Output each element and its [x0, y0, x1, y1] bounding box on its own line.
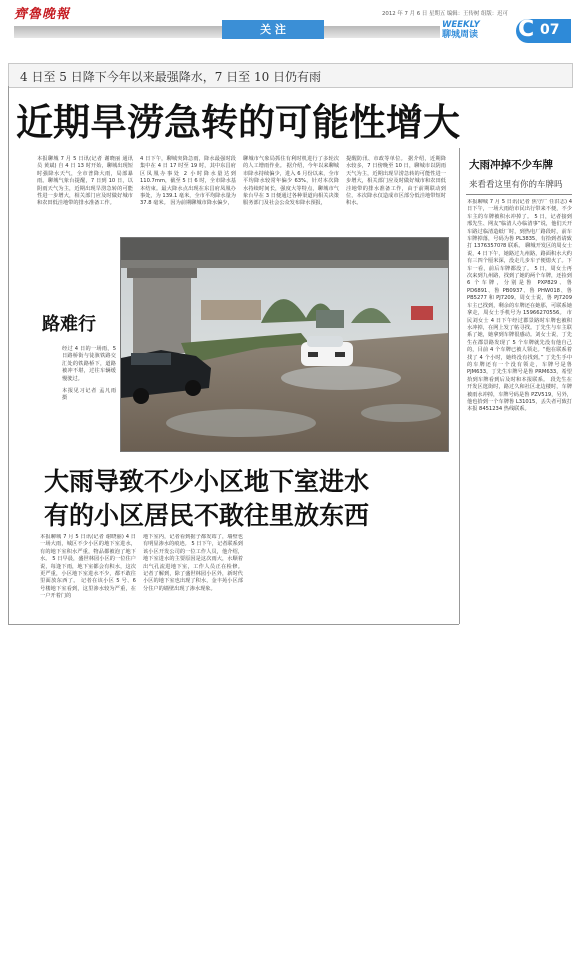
lead-kicker: 4 日至 5 日降下今年以来最强降水，7 日至 10 日仍有雨: [20, 70, 322, 84]
lead-headline: 近期旱涝急转的可能性增大: [16, 101, 460, 144]
lead-body-col1: 本报聊城 7 月 5 日讯(记者 谢晓丽 通讯员 黄斌) 自 4 日 13 时开始，聊城出现短时强降水天气，全市普降大雨，局部暴雨。聊城气象台提醒，7 日到 10 日，以阴雨天气为主，近期出现旱涝急转的可能性进一步增大，相关部门应及时做好城市和农田低洼地带的排水准备工作。: [37, 156, 133, 207]
lead-body-col2: 4 日下午，聊城突降急雨，降水最强时段集中在 4 日 17 时至 19 时，其中东昌府区凤凰办事处 2 小时降水量达到 110.7mm，截至 5 日 6 时，全市降水基本结束。最大降水点出现在东昌府凤凰办事处，为 139.1 毫米，全市平均降水量为 37.8 毫米。 因为前期聊城市降水偏少，: [140, 156, 236, 207]
weekly-block: [442, 21, 514, 41]
page-number: 07: [540, 22, 560, 38]
photo-caption-title: 路难行: [42, 314, 96, 335]
lead-body-col4: 提醒防汛、市政等单位。 据介绍，近期降水较多，7 日傍晚至 10 日，聊城市以阴雨天气为主，近期出现旱涝急转的可能性进一步增大，相关部门应及时做好城市和农田低洼地带的排水准备工作，由于前期联动到位，本次降水仅造成市区部分低洼地带短时积水。: [346, 156, 446, 207]
sidebar-text: 本报聊城 7 月 5 日讯(记者 焦守广 任洪志) 4 日下午，一场大雨给市民出行带来不便，不少车主的车牌被积水冲掉了。 5 日，记者接到邢先生、网友“临清人办临清事”说，他们天开车路过临清造纸厂时，到热电厂路段时，前车车牌掉落，号码为鲁 PL3835，有拾到者请致打 13763570?8 联系。 聊城开发区的周女士说，4 日下午，她路过九州路，路面积水大约有三四个厘米深，没走几步车子便熄火了。下车一看，前后车牌都没了。 5 日，周女士再次来到九州路，找到了她的两个车牌，还捡到 6 个车牌，分别是鲁 PXP829、鲁 PD6891、鲁 PB0937、鲁 PHW018、鲁 PB5277 和 PJ7209。周女士说，鲁 PJ7209 车主已找到，剩余的车牌还在她那，可联系她拿走，周女士手机号为 15966270556。 市民刘女士 4 日下午经过郡景路时车牌也被积水冲掉，在网上发了帖寻找。丁先生与车主联系了她，她拿到车牌很感动。刘女士说，丁先生在郡景路发现了 5 个车牌就先没有他自己的，目前 4 个车牌已被人领走。“他在联系着找了 4 个小时，她终没有找到。” 丁先生手中的车牌还有一个没有领走，车牌号是鲁 PJM633，丁先生车牌号是鲁 PRM633，希望拾到车牌看到后及时和本报联系。 段先生在开发区逛街时，路过久和社区北边楼时，车牌被雨水冲掉，车牌号码是鲁 PZV519，另外，他也拾到一个车牌鲁 L31015，丢失者可致打本报 8451234 热线联系。: [467, 199, 572, 413]
second-body-col1: 本报聊城 7 月 5 日讯(记者 谢晓丽) 4 日一场大雨，城区不少小区的地下室进水，有的地下室积水严重，物品都被泡了地下水。 5 日早晨，盛世林园小区的一位住户说，每逢下雨，地下室都会有积水，这次更严重，小区地下室进水不少，都不敢往里面放东西了。 记者在该小区 5 号、6 号楼地下室看到，这里渗水较为严重，在一户开着门的: [40, 534, 136, 600]
photo-caption-text: 经过 4 日的一场雨，5 日路桥街与徒骇铁路交汇处的铁路桥下，道路被冲不堪，过往车辆缓慢驶过。: [62, 346, 116, 382]
frame-right: [459, 148, 460, 624]
second-body-col2: 地下室内，记者看到据子都发霉了，墙壁也有明显渗水的痕迹。 5 日下午，记者联系到该小区开发公司的一位工作人员，他介绍，地下室进水的主要原因是这次雨大，水顺着出气孔流进地下室，工作人员正在检修。 记者了解到，除了盛世林园小区外，新时代小区的地下室也出现了积水，金丰苑小区部分住户的墙壁出现了渗水现象。: [143, 534, 243, 592]
weekly-cn: 聊城周读: [442, 30, 479, 40]
lead-body-col3: 聊城市气象局抓住有利时机进行了多轮次的人工增雨作业。 据介绍，今年以来聊城市降水持续偏少，进入 6 月份以来，全市平均降水较常年偏少 63%，针对本次降水持续时间长，强度大等特点，聊城市气象台早在 3 日便通过各种渠道向相关决策服务部门及社会公众发布降水预报，: [243, 156, 339, 207]
sidebar-subtitle: 来看看这里有你的车牌吗: [469, 180, 563, 190]
weekly-en: WEEKLY: [442, 20, 480, 30]
section-label-text: 关 注: [260, 23, 286, 36]
masthead-logo: 齊魯晚報: [14, 7, 71, 22]
page-letter: C: [518, 17, 535, 42]
section-label: [222, 20, 324, 39]
flooded-road-photo: [120, 237, 449, 452]
sidebar-rule: [466, 194, 572, 195]
photo-credit: 本报见习记者 孟凡雨 摄: [62, 388, 116, 402]
frame-bottom: [8, 624, 459, 625]
sidebar-title: 大雨冲掉不少车牌: [469, 159, 553, 171]
masthead-date-line: 2012 年 7 月 6 日 星期五 编辑：王传树 组版：迟可: [382, 11, 508, 17]
page-number-badge: [516, 19, 571, 43]
frame-left: [8, 86, 9, 624]
second-headline-line1: 大雨导致不少小区地下室进水: [44, 467, 370, 496]
second-headline-line2: 有的小区居民不敢往里放东西: [44, 501, 370, 530]
